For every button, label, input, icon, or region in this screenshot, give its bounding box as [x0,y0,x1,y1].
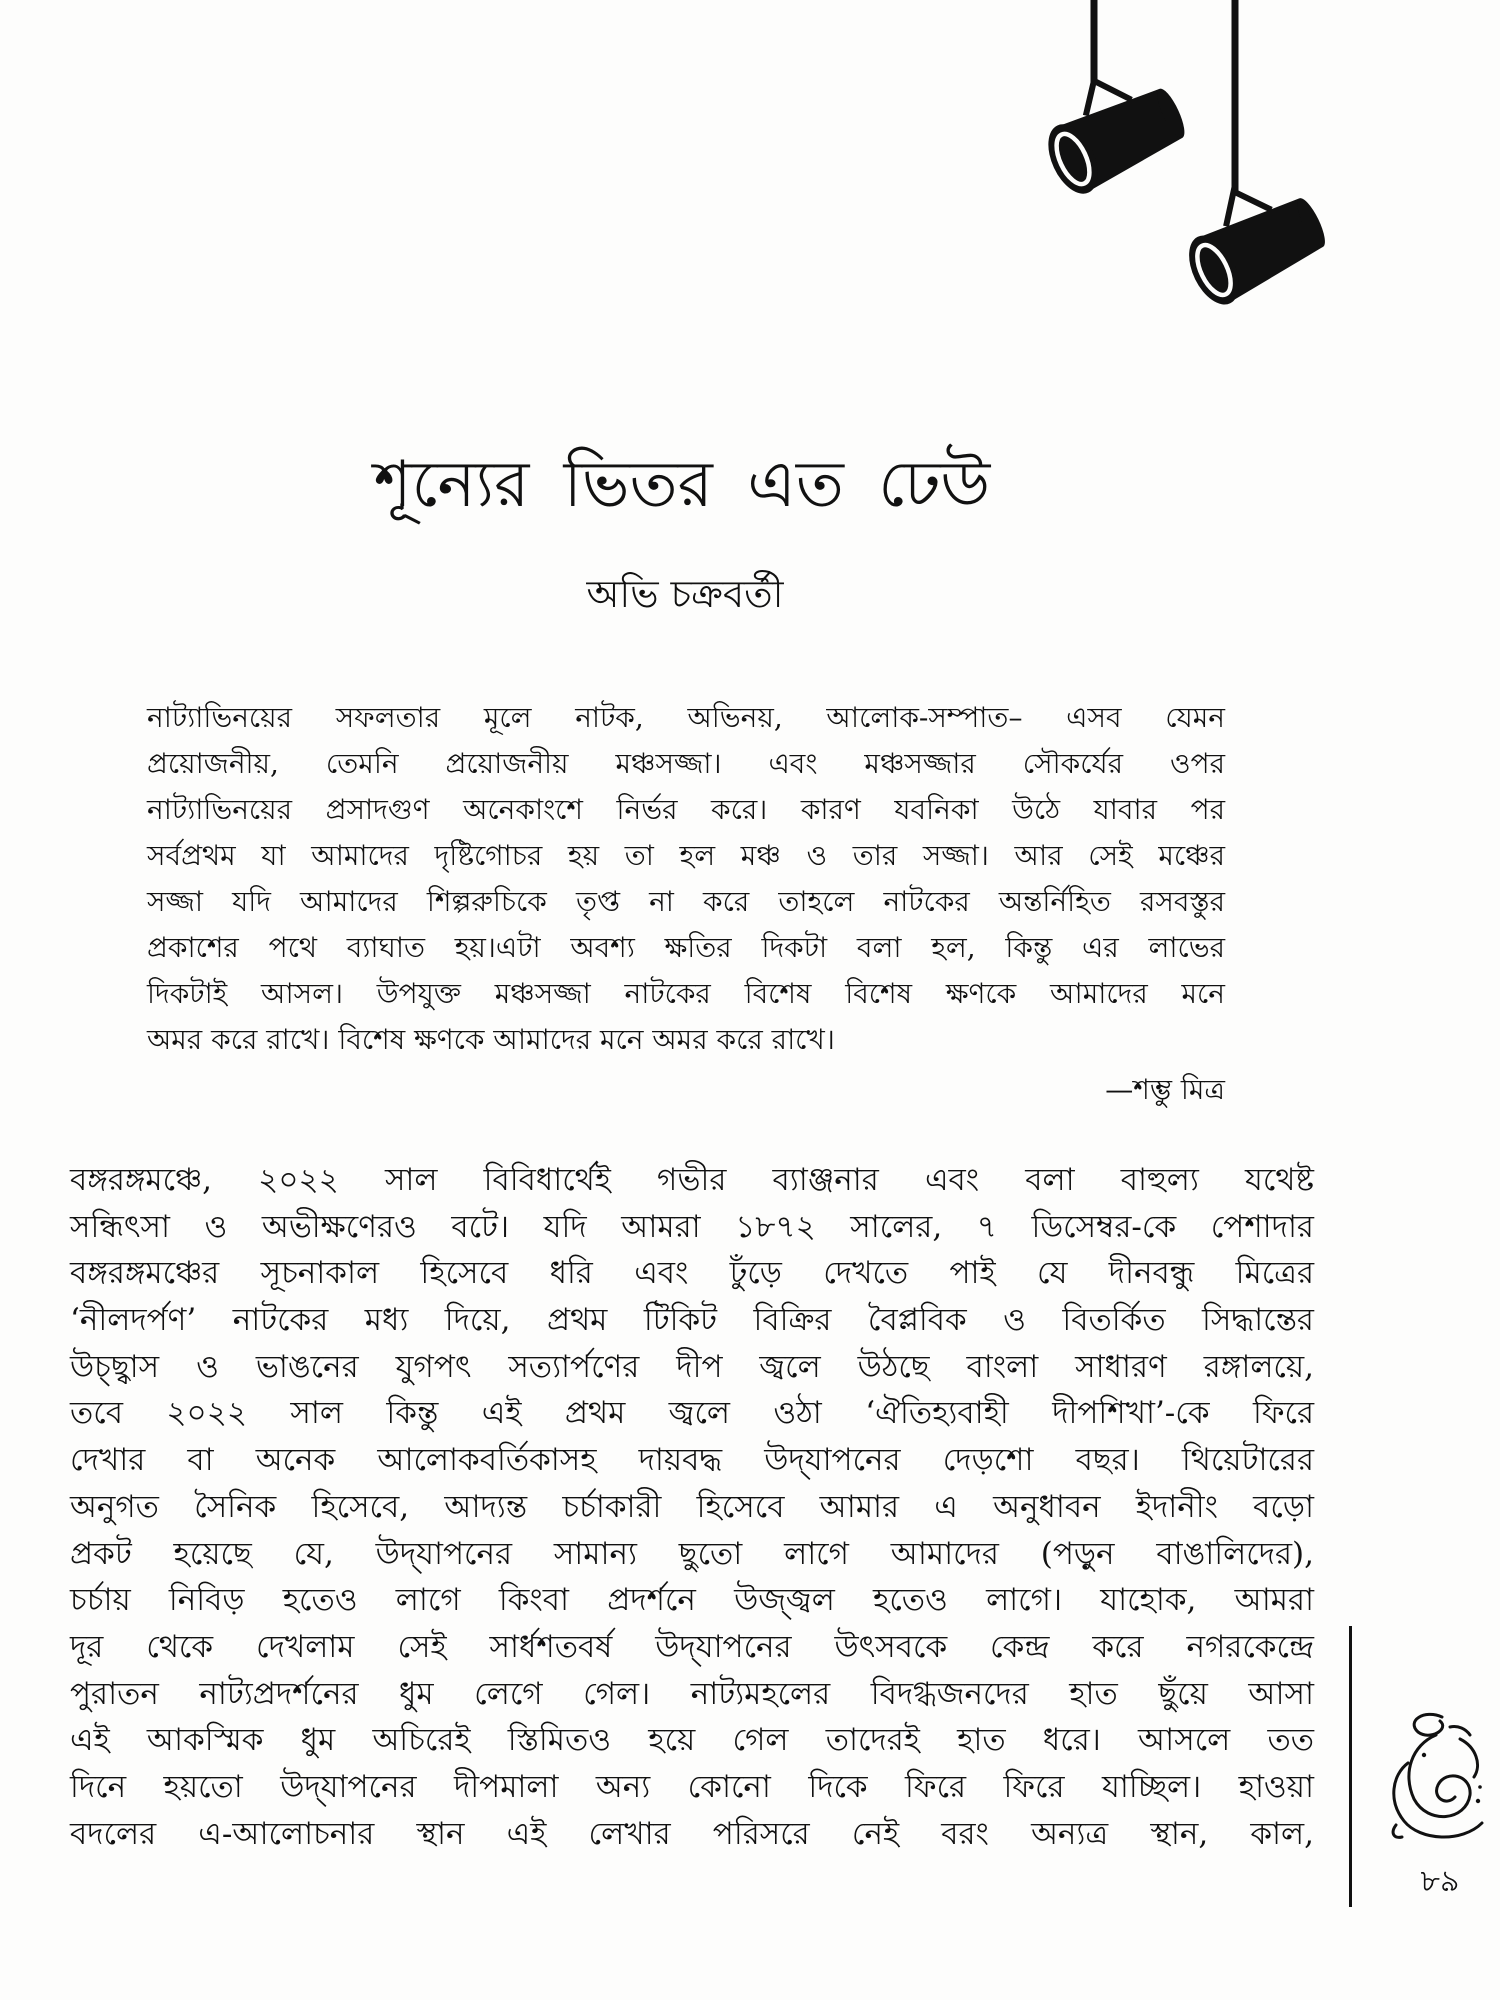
epigraph-quote [147,695,1225,1063]
epigraph-line: সজ্জা যদি আমাদের শিল্পরুচিকে তৃপ্ত না করে তাহলে নাটকের অন্তর্নিহিত রসবস্তুর [147,885,1225,918]
epigraph-line: সর্বপ্রথম যা আমাদের দৃষ্টিগোচর হয় তা হল মঞ্চ ও তার সজ্জা। আর সেই মঞ্চের [147,839,1225,872]
body-line: দূর থেকে দেখলাম সেই সার্ধশতবর্ষ উদ্‌যাপনের উৎসবকে কেন্দ্র করে নগরকেন্দ্রে [70,1628,1314,1665]
body-line: প্রকট হয়েছে যে, উদ্‌যাপনের সামান্য ছুতো লাগে আমাদের (পড়ুন বাঙালিদের), [70,1535,1314,1572]
body-line: বদলের এ-আলোচনার স্থান এই লেখার পরিসরে নেই বরং অন্যত্র স্থান, কাল, [70,1815,1314,1852]
body-line: উচ্ছ্বাস ও ভাঙনের যুগপৎ সত্যার্পণের দীপ জ্বলে উঠছে বাংলা সাধারণ রঙ্গালয়ে, [70,1348,1314,1385]
body-line: তবে ২০২২ সাল কিন্তু এই প্রথম জ্বলে ওঠা ‘ঐতিহ্যবাহী দীপশিখা’-কে ফিরে [70,1395,1314,1432]
body-line: বঙ্গরঙ্গমঞ্চের সূচনাকাল হিসেবে ধরি এবং ঢুঁড়ে দেখতে পাই যে দীনবন্ধু মিত্রের [70,1255,1314,1292]
epigraph-line: নাট্যাভিনয়ের সফলতার মূলে নাটক, অভিনয়, আলোক-সম্পাত– এসব যেমন [147,701,1225,734]
spotlights-decoration [0,0,1500,340]
epigraph-line: প্রয়োজনীয়, তেমনি প্রয়োজনীয় মঞ্চসজ্জা। এবং মঞ্চসজ্জার সৌকর্যের ওপর [147,747,1225,780]
epigraph-attribution: —শম্ভু মিত্র [1105,1073,1225,1106]
epigraph-line: অমর করে রাখে। বিশেষ ক্ষণকে আমাদের মনে অমর করে রাখে। [147,1023,835,1056]
margin-rule [1349,1626,1352,1907]
body-line: ‘নীলদর্পণ’ নাটকের মধ্য দিয়ে, প্রথম টিকিট বিক্রির বৈপ্লবিক ও বিতর্কিত সিদ্ধান্তের [70,1302,1314,1339]
body-line: অনুগত সৈনিক হিসেবে, আদ্যন্ত চর্চাকারী হিসেবে আমার এ অনুধাবন ইদানীং বড়ো [70,1488,1314,1525]
article-title: শূন্যের ভিতর এত ঢেউ [373,448,991,522]
body-line: চর্চায় নিবিড় হতেও লাগে কিংবা প্রদর্শনে উজ্জ্বল হতেও লাগে। যাহোক, আমরা [70,1582,1314,1619]
body-line: বঙ্গরঙ্গমঞ্চে, ২০২২ সাল বিবিধার্থেই গভীর ব্যাঞ্জনার এবং বলা বাহুল্য যথেষ্ট [70,1162,1314,1198]
spotlight-icon [1168,0,1335,312]
epigraph-line: প্রকাশের পথে ব্যাঘাত হয়।এটা অবশ্য ক্ষতির দিকটা বলা হল, কিন্তু এর লাভের [147,931,1225,964]
author-name: অভি চক্রবর্তী [586,572,784,616]
body-line: দেখার বা অনেক আলোকবর্তিকাসহ দায়বদ্ধ উদ্‌যাপনের দেড়শো বছর। থিয়েটারের [70,1442,1314,1479]
body-line: সন্ধিৎসা ও অভীক্ষণেরও বটে। যদি আমরা ১৮৭২ সালের, ৭ ডিসেম্বর-কে পেশাদার [70,1208,1314,1245]
page-number: ৮৯ [1420,1864,1460,1899]
spotlight-icon [1028,0,1194,201]
body-line: দিনে হয়তো উদ্‌যাপনের দীপমালা অন্য কোনো দিকে ফিরে ফিরে যাচ্ছিল। হাওয়া [70,1768,1314,1805]
epigraph-line: নাট্যাভিনয়ের প্রসাদগুণ অনেকাংশে নির্ভর করে। কারণ যবনিকা উঠে যাবার পর [147,793,1225,826]
body-line: পুরাতন নাট্যপ্রদর্শনের ধুম লেগে গেল। নাট্যমহলের বিদগ্ধজনদের হাত ছুঁয়ে আসা [70,1675,1314,1712]
epigraph-line: দিকটাই আসল। উপযুক্ত মঞ্চসজ্জা নাটকের বিশেষ বিশেষ ক্ষণকে আমাদের মনে [147,977,1225,1010]
body-line: এই আকস্মিক ধুম অচিরেই স্তিমিতও হয়ে গেল তাদেরই হাত ধরে। আসলে তত [70,1722,1314,1759]
body-paragraph [70,1157,1314,1857]
flourish-ornament-icon [1380,1705,1490,1845]
